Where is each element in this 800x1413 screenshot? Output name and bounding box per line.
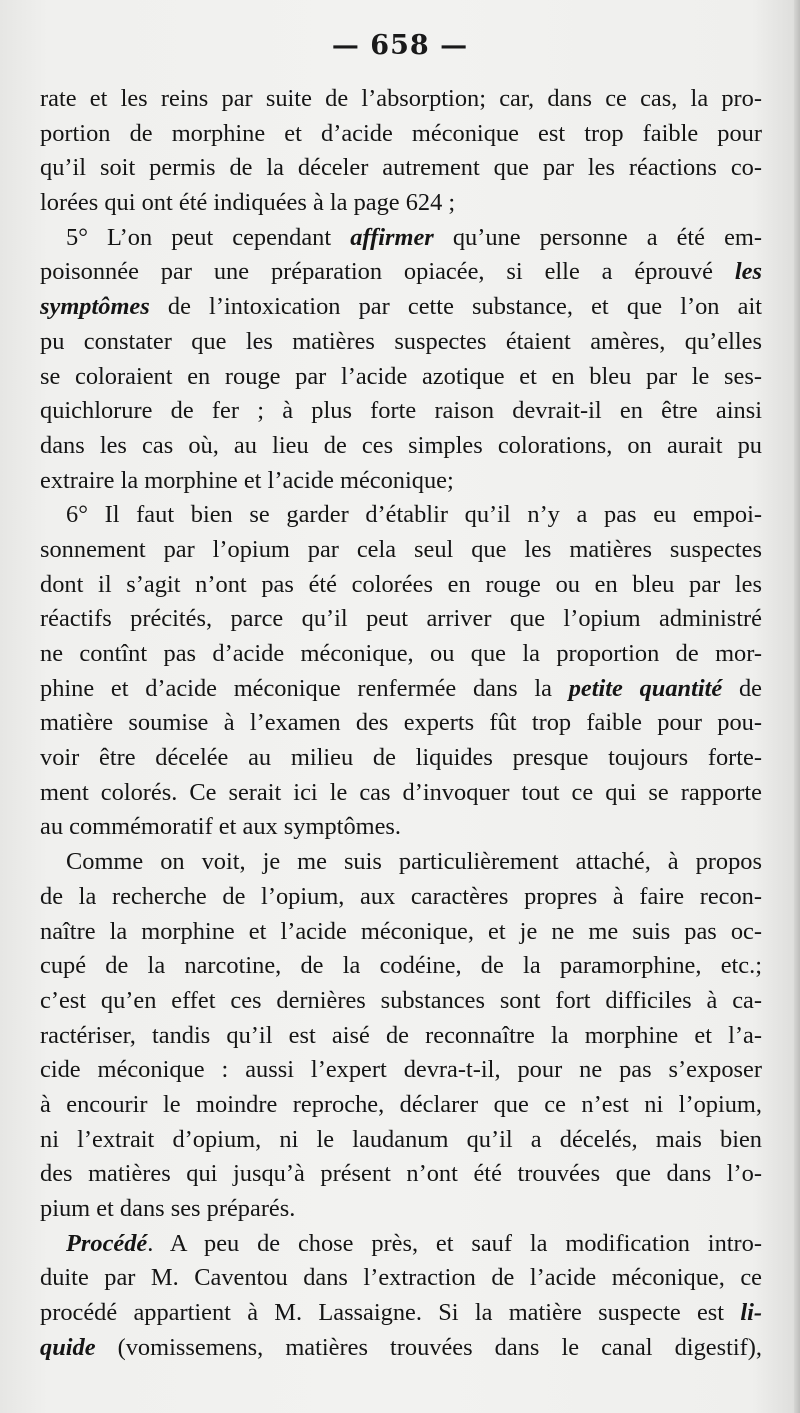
text-line — [40, 464, 762, 499]
paragraph — [40, 1227, 762, 1366]
text-line — [40, 1296, 762, 1331]
text-line — [40, 1019, 762, 1054]
text-run: Comme on voit, je me suis particulièrement attaché, à propos — [66, 848, 762, 876]
text-run: lorées qui ont été indiquées à la page 624 ; — [40, 189, 456, 217]
text-run: réactifs précités, parce qu’il peut arriver que l’opium administré — [40, 605, 762, 633]
text-line — [40, 984, 762, 1019]
text-run: ment colorés. Ce serait ici le cas d’invoquer tout ce qui se rapporte — [40, 778, 762, 806]
text-line — [40, 221, 762, 256]
text-line — [40, 1227, 762, 1262]
text-run: 5° L’on peut cependant — [66, 223, 351, 251]
text-run: qu’une personne a été em- — [433, 223, 762, 251]
text-line — [40, 151, 762, 186]
text-run: matière soumise à l’examen des experts fût trop faible pour pou- — [40, 709, 762, 737]
text-line — [40, 533, 762, 568]
paragraph — [40, 498, 762, 845]
paragraph — [40, 221, 762, 499]
text-line — [40, 845, 762, 880]
text-line — [40, 255, 762, 290]
text-run: phine et d’acide méconique renfermée dans la — [40, 674, 569, 702]
text-run: poisonnée par une préparation opiacée, si elle a éprouvé — [40, 258, 735, 286]
italic-text: Procédé — [66, 1229, 148, 1257]
text-line — [40, 360, 762, 395]
text-line — [40, 776, 762, 811]
text-run: à encourir le moindre reproche, déclarer que ce n’est ni l’opium, — [40, 1090, 762, 1118]
text-line — [40, 602, 762, 637]
text-run: ne contînt pas d’acide méconique, ou que la proportion de mor- — [40, 640, 762, 667]
text-run: au commémoratif et aux symptômes. — [40, 813, 402, 841]
text-run: se coloraient en rouge par l’acide azotique et en bleu par le ses- — [40, 362, 762, 390]
text-line — [40, 810, 762, 845]
text-run: pu constater que les matières suspectes étaient amères, qu’elles — [40, 327, 762, 355]
text-run: ni l’extrait d’opium, ni le laudanum qu’il a décelés, mais bien — [40, 1125, 762, 1153]
text-run: dans les cas où, au lieu de ces simples colorations, on aurait pu — [40, 431, 762, 459]
text-line — [40, 1053, 762, 1088]
text-line — [40, 82, 762, 117]
text-line — [40, 1157, 762, 1192]
text-run: de l’intoxication par cette substance, et que l’on ait — [149, 293, 762, 321]
text-line — [40, 672, 762, 707]
text-run: duite par M. Caventou dans l’extraction de l’acide méconique, ce — [40, 1264, 762, 1292]
text-line — [40, 880, 762, 915]
text-line — [40, 568, 762, 603]
text-run: des matières qui jusqu’à présent n’ont été trouvées que dans l’o- — [40, 1160, 762, 1188]
text-run: portion de morphine et d’acide méconique est trop faible pour — [40, 119, 762, 147]
text-run: . A peu de chose près, et sauf la modification intro- — [147, 1229, 762, 1257]
italic-text: les — [734, 258, 762, 286]
text-run: voir être décelée au milieu de liquides presque toujours forte- — [40, 744, 762, 772]
text-line — [40, 325, 762, 360]
text-line — [40, 290, 762, 325]
text-line — [40, 1088, 762, 1123]
text-run: de — [722, 674, 762, 702]
italic-text: petite quantité — [568, 674, 723, 702]
text-line — [40, 915, 762, 950]
text-line — [40, 1261, 762, 1296]
text-line — [40, 394, 762, 429]
text-run: quichlorure de fer ; à plus forte raison devrait-il en être ainsi — [40, 397, 762, 425]
italic-text: symptômes — [40, 293, 150, 321]
text-run: rate et les reins par suite de l’absorption; car, dans ce cas, la pro- — [40, 85, 762, 112]
paragraph — [40, 82, 762, 221]
text-run: pium et dans ses préparés. — [40, 1195, 296, 1222]
text-run: sonnement par l’opium par cela seul que les matières suspectes — [40, 535, 762, 563]
text-line — [40, 741, 762, 776]
text-line — [40, 1192, 762, 1227]
text-run: procédé appartient à M. Lassaigne. Si la matière suspecte est — [40, 1299, 741, 1327]
text-line — [40, 186, 762, 221]
text-run: extraire la morphine et l’acide méconique; — [40, 466, 454, 494]
italic-text: affirmer — [350, 223, 434, 251]
text-run: cupé de la narcotine, de la codéine, de la paramorphine, etc.; — [40, 952, 762, 980]
text-line — [40, 949, 762, 984]
text-run: dont il s’agit n’ont pas été colorées en rouge ou en bleu par les — [40, 570, 762, 598]
text-run: naître la morphine et l’acide méconique, et je ne me suis pas oc- — [40, 917, 762, 945]
paragraph — [40, 845, 762, 1227]
italic-text: li- — [740, 1299, 762, 1327]
text-line — [40, 1123, 762, 1158]
text-run: ractériser, tandis qu’il est aisé de reconnaître la morphine et l’a- — [40, 1021, 762, 1049]
page-edge — [794, 0, 800, 1413]
text-run: qu’il soit permis de la déceler autrement que par les réactions co- — [40, 154, 762, 182]
text-run: cide méconique : aussi l’expert devra-t-il, pour ne pas s’exposer — [40, 1056, 762, 1084]
text-run: 6° Il faut bien se garder d’établir qu’il n’y a pas eu empoi- — [66, 501, 762, 529]
text-run: (vomissemens, matières trouvées dans le canal digestif), — [95, 1333, 762, 1361]
text-line — [40, 117, 762, 152]
text-line — [40, 637, 762, 672]
italic-text: quide — [40, 1333, 96, 1361]
body-text — [40, 82, 762, 1365]
text-line — [40, 498, 762, 533]
text-run: de la recherche de l’opium, aux caractères propres à faire recon- — [40, 882, 762, 910]
text-line — [40, 1331, 762, 1366]
text-line — [40, 429, 762, 464]
text-line — [40, 706, 762, 741]
text-run: c’est qu’en effet ces dernières substances sont fort difficiles à ca- — [40, 986, 762, 1014]
page-number: — 658 — — [331, 30, 469, 61]
